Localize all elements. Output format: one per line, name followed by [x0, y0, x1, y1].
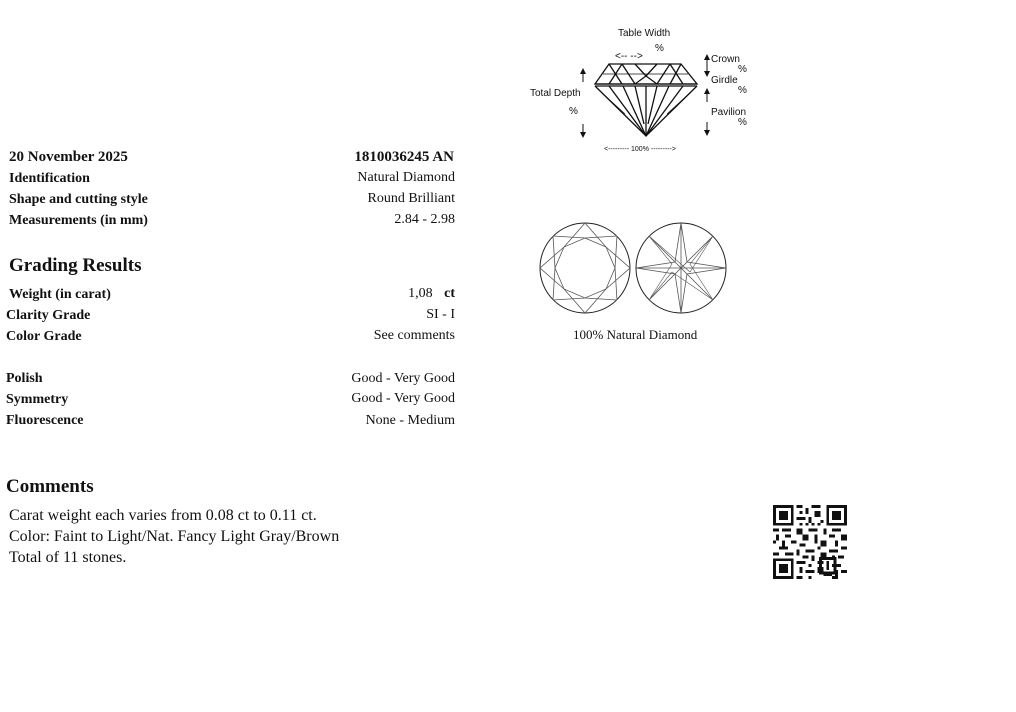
total-depth-label: Total Depth — [530, 88, 581, 99]
qr-code-icon[interactable] — [773, 505, 847, 579]
plot-caption: 100% Natural Diamond — [573, 327, 698, 342]
crown-label: Crown — [711, 54, 740, 65]
diamond-proportions-diagram — [525, 24, 760, 156]
shape-label: Shape and cutting style — [9, 192, 148, 207]
crown-arrows — [704, 54, 710, 136]
table-width-arrow: <-- --> — [615, 51, 643, 62]
grading-results-heading: Grading Results — [9, 255, 142, 276]
color-label: Color Grade — [6, 329, 82, 344]
table-width-label: Table Width — [618, 28, 671, 39]
pavilion-view-icon — [636, 223, 726, 313]
girdle-percent: % — [738, 85, 747, 96]
crown-view-icon — [540, 223, 630, 313]
report-date: 20 November 2025 — [9, 149, 128, 165]
clarity-value: SI - I — [426, 307, 455, 322]
clarity-label: Clarity Grade — [6, 308, 91, 323]
pavilion-percent: % — [738, 117, 747, 128]
weight-unit: ct — [444, 286, 455, 301]
total-depth-arrows — [580, 68, 586, 138]
table-width-percent: % — [655, 43, 664, 54]
fluorescence-label: Fluorescence — [6, 413, 84, 428]
girdle-label: Girdle — [711, 75, 738, 86]
weight-value-row — [408, 286, 455, 302]
symmetry-value: Good - Very Good — [351, 391, 455, 406]
hundred-percent-scale: <--------- 100% ---------> — [604, 146, 676, 153]
measurements-label: Measurements (in mm) — [9, 213, 148, 228]
identification-value: Natural Diamond — [357, 170, 455, 185]
weight-label: Weight (in carat) — [9, 287, 111, 302]
comment-line-2: Color: Faint to Light/Nat. Fancy Light Gray/Brown — [9, 528, 340, 545]
total-depth-percent: % — [569, 106, 578, 117]
polish-value: Good - Very Good — [351, 371, 455, 386]
comments-heading: Comments — [6, 476, 94, 497]
weight-value: 1,08 — [408, 286, 433, 301]
symmetry-label: Symmetry — [6, 392, 69, 407]
report-number: 1810036245 AN — [354, 149, 454, 165]
crown-percent: % — [738, 64, 747, 75]
fluorescence-value: None - Medium — [365, 413, 455, 428]
comment-line-3: Total of 11 stones. — [9, 549, 127, 566]
comment-line-1: Carat weight each varies from 0.08 ct to 0.11 ct. — [9, 507, 317, 524]
identification-label: Identification — [9, 171, 90, 186]
diamond-plot-diagram — [535, 218, 731, 318]
shape-value: Round Brilliant — [367, 191, 455, 206]
polish-label: Polish — [6, 371, 43, 386]
pavilion-label: Pavilion — [711, 107, 747, 118]
measurements-value: 2.84 - 2.98 — [394, 212, 455, 227]
color-value: See comments — [373, 328, 455, 343]
